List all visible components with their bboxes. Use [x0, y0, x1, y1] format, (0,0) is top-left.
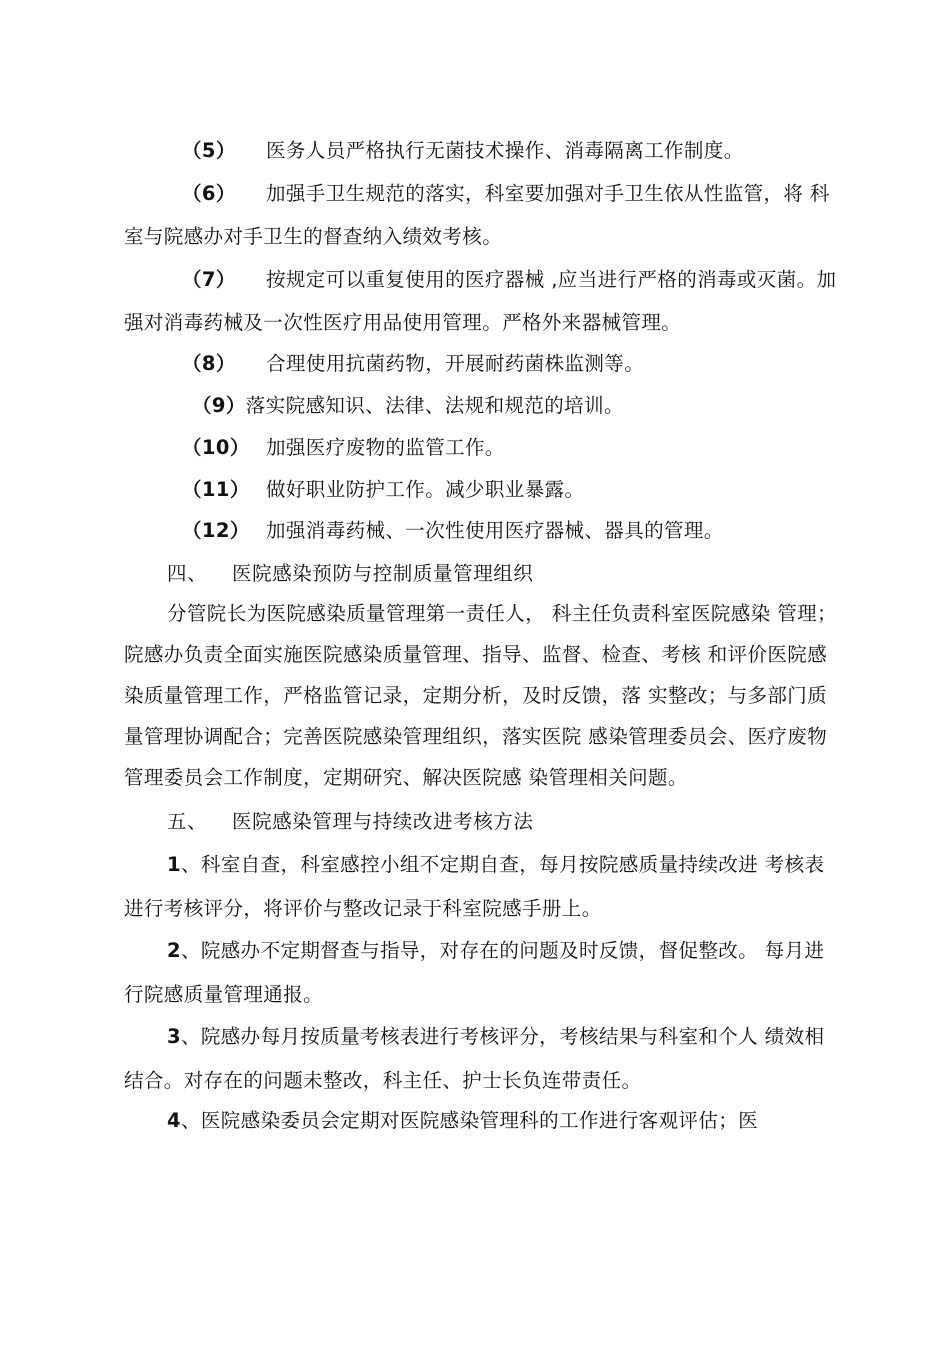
item-number: （6） [182, 182, 236, 205]
list-item-9 [192, 394, 624, 418]
section-5-point-1 [167, 853, 824, 877]
section-5-point-3 [167, 1025, 824, 1049]
section-4-paragraph-line: 量管理协调配合；完善医院感染管理组织，落实医院 感染管理委员会、医疗废物 [124, 725, 828, 748]
list-item-5 [182, 139, 236, 163]
section-4-paragraph-line: 分管院长为医院感染质量管理第一责任人， 科主任负责科室医院感染 管理； [167, 602, 837, 625]
section-5-point-4 [167, 1109, 758, 1133]
point-text-continuation: 结合。对存在的问题未整改，科主任、护士长负连带责任。 [124, 1069, 642, 1092]
section-5-number: 五、 [167, 810, 208, 833]
item-text: 合理使用抗菌药物，开展耐药菌株监测等。 [266, 352, 645, 375]
section-4-paragraph-line: 染质量管理工作，严格监管记录，定期分析，及时反馈，落 实整改；与多部门质 [124, 684, 828, 707]
point-text: 院感办不定期督查与指导，对存在的问题及时反馈，督促整改。 每月进 [200, 939, 825, 962]
item-text: 做好职业防护工作。减少职业暴露。 [266, 478, 585, 501]
item-text-continuation: 强对消毒药械及一次性医疗用品使用管理。严格外来器械管理。 [124, 311, 682, 334]
list-item-12 [182, 519, 250, 543]
item-number: （9） [192, 394, 246, 417]
section-4-paragraph-line: 管理委员会工作制度，定期研究、解决医院感 染管理相关问题。 [124, 766, 688, 789]
item-text: 加强消毒药械、一次性使用医疗器械、器具的管理。 [266, 519, 724, 542]
item-number: （7） [182, 268, 236, 291]
point-number: 1 [167, 853, 181, 876]
section-5-point-2 [167, 939, 824, 963]
point-separator: 、 [180, 1109, 201, 1132]
list-item-7 [182, 268, 236, 292]
point-separator: 、 [180, 1025, 201, 1048]
section-5-heading: 医院感染管理与持续改进考核方法 [232, 810, 534, 833]
item-number: （11） [182, 478, 250, 501]
point-text: 院感办每月按质量考核表进行考核评分，考核结果与科室和个人 绩效相 [200, 1025, 825, 1048]
item-number: （5） [182, 139, 236, 162]
item-text: 医务人员严格执行无菌技术操作、消毒隔离工作制度。 [266, 139, 744, 162]
item-text: 加强手卫生规范的落实，科室要加强对手卫生依从性监管，将 科 [266, 182, 830, 205]
item-text-continuation: 室与院感办对手卫生的督查纳入绩效考核。 [124, 225, 503, 248]
list-item-6 [182, 182, 236, 206]
list-item-11 [182, 478, 250, 502]
point-number: 4 [167, 1109, 181, 1132]
point-text-continuation: 进行考核评分，将评价与整改记录于科室院感手册上。 [124, 897, 602, 920]
item-text: 落实院感知识、法律、法规和规范的培训。 [245, 394, 624, 417]
item-text: 加强医疗废物的监管工作。 [266, 436, 505, 459]
point-text-continuation: 行院感质量管理通报。 [124, 983, 324, 1006]
point-text: 科室自查，科室感控小组不定期自查，每月按院感质量持续改进 考核表 [200, 853, 825, 876]
list-item-10 [182, 436, 250, 460]
item-number: （8） [182, 352, 236, 375]
point-separator: 、 [180, 853, 201, 876]
section-4-number: 四、 [167, 562, 208, 585]
section-4-paragraph-line: 院感办负责全面实施医院感染质量管理、指导、监督、检查、考核 和评价医院感 [124, 643, 828, 666]
item-text: 按规定可以重复使用的医疗器械 ,应当进行严格的消毒或灭菌。加 [266, 268, 837, 291]
item-number: （12） [182, 519, 250, 542]
point-number: 2 [167, 939, 181, 962]
list-item-8 [182, 352, 236, 376]
item-number: （10） [182, 436, 250, 459]
point-text: 医院感染委员会定期对医院感染管理科的工作进行客观评估；医 [200, 1109, 759, 1132]
point-separator: 、 [180, 939, 201, 962]
point-number: 3 [167, 1025, 181, 1048]
section-4-heading: 医院感染预防与控制质量管理组织 [232, 562, 534, 585]
